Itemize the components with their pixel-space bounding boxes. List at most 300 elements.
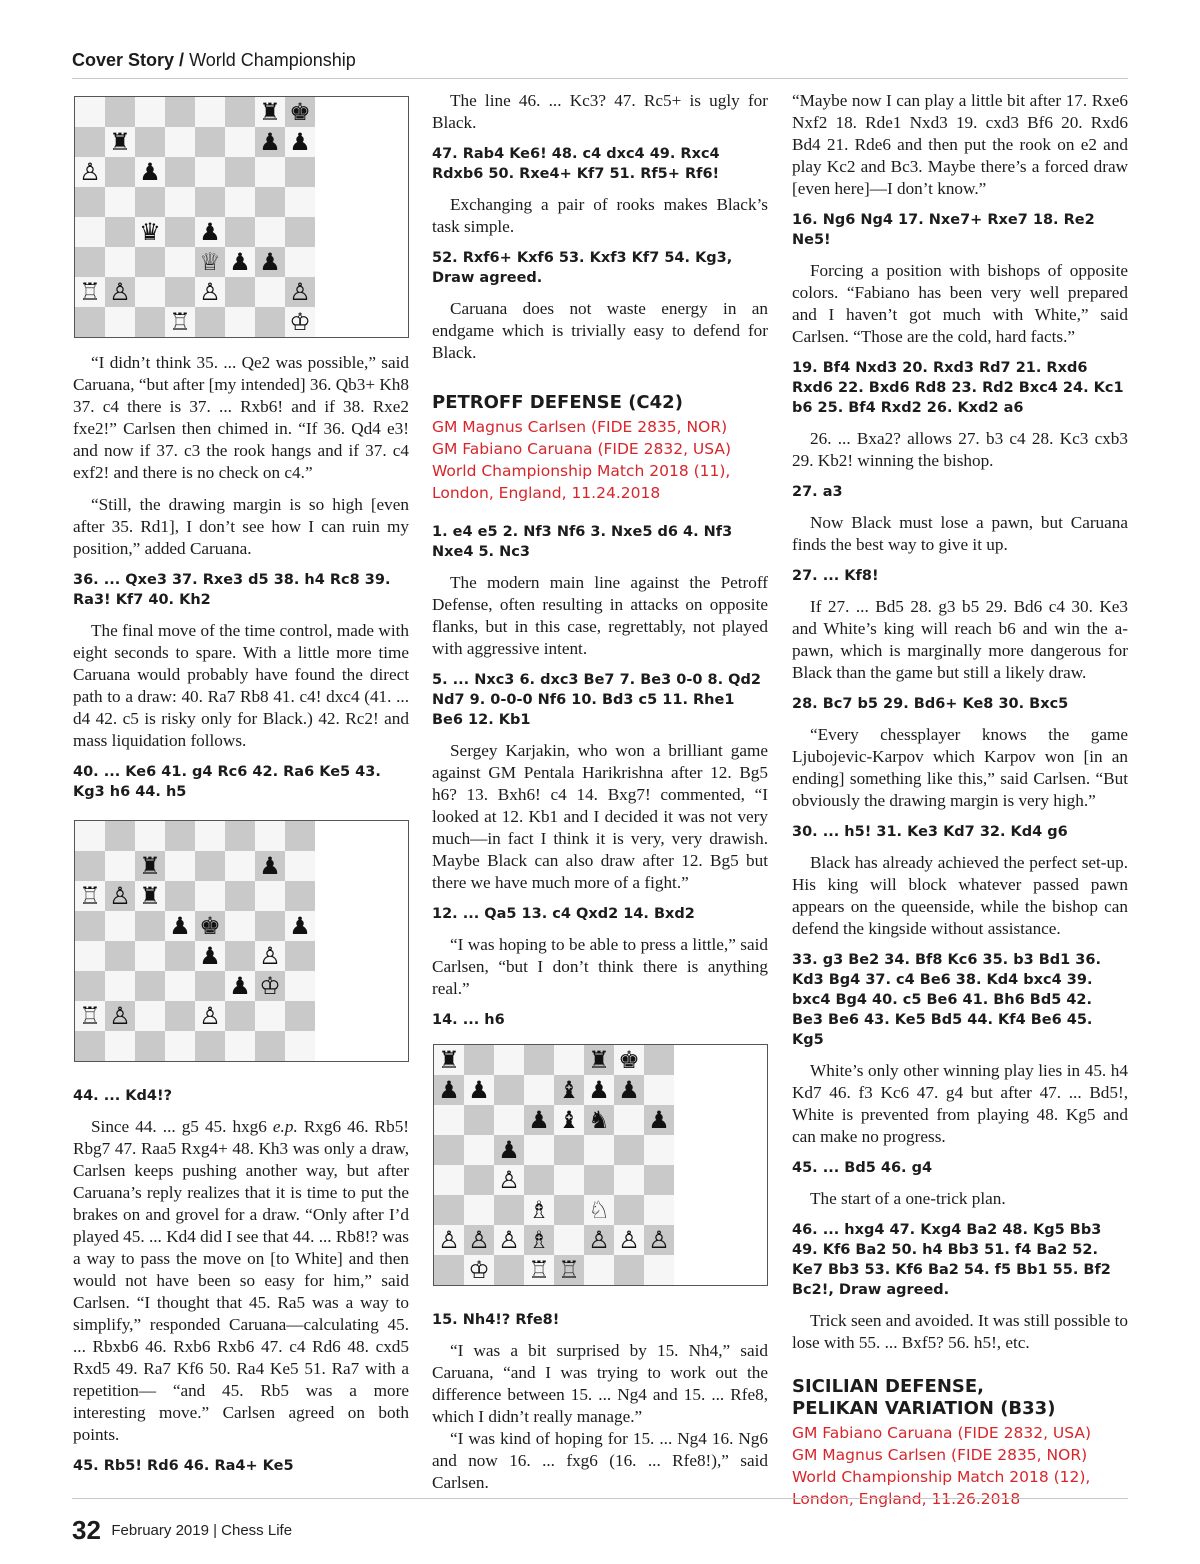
- board-square: [195, 217, 225, 247]
- white-rook-icon: ♖: [169, 308, 191, 336]
- board-square: [554, 1135, 584, 1165]
- header-topic: World Championship: [189, 50, 356, 70]
- board-square: [464, 1195, 494, 1225]
- board-square: [75, 157, 105, 187]
- black-pawn-icon: ♟: [259, 128, 281, 156]
- board-square: [554, 1165, 584, 1195]
- board-square: [285, 941, 315, 971]
- board-square: [255, 1001, 285, 1031]
- black-rook-icon: ♜: [438, 1046, 460, 1074]
- board-square: [165, 1031, 195, 1061]
- board-square: [255, 821, 285, 851]
- black-rook-icon: ♜: [109, 128, 131, 156]
- board-square: [584, 1105, 614, 1135]
- paragraph: “I was hoping to be able to press a little,” said Carlsen, “but I don’t think there is anything real.”: [432, 935, 768, 998]
- board-square: [105, 911, 135, 941]
- board-square: [614, 1135, 644, 1165]
- paragraph: “I was kind of hoping for 15. ... Ng4 16. Ng6 and now 16. ... fxg6 (16. ... Rfe8!),” said Carlsen.: [432, 1429, 768, 1492]
- white-bishop-icon: ♗: [528, 1226, 550, 1254]
- move-line: 40. ... Ke6 41. g4 Rc6 42. Ra6 Ke5 43. Kg3 h6 44. h5: [73, 764, 381, 800]
- board-square: [165, 1001, 195, 1031]
- black-pawn-icon: ♟: [588, 1076, 610, 1104]
- board-square: [464, 1225, 494, 1255]
- board-square: [285, 247, 315, 277]
- board-square: [255, 277, 285, 307]
- white-knight-icon: ♘: [588, 1196, 610, 1224]
- black-bishop-icon: ♝: [558, 1076, 580, 1104]
- board-square: [494, 1255, 524, 1285]
- running-header: [72, 50, 1128, 79]
- white-pawn-icon: ♙: [588, 1226, 610, 1254]
- board-square: [195, 1001, 225, 1031]
- board-square: [285, 1001, 315, 1031]
- board-square: [285, 821, 315, 851]
- white-king-icon: ♔: [259, 972, 281, 1000]
- board-square: [255, 971, 285, 1001]
- board-square: [165, 247, 195, 277]
- board-square: [255, 247, 285, 277]
- board-square: [225, 971, 255, 1001]
- footer-text: February 2019 | Chess Life: [111, 1522, 293, 1539]
- board-square: [225, 277, 255, 307]
- board-square: [524, 1255, 554, 1285]
- board-square: [494, 1225, 524, 1255]
- game-title-line: PELIKAN VARIATION (B33): [792, 1398, 1056, 1419]
- board-square: [75, 971, 105, 1001]
- board-square: [225, 97, 255, 127]
- board-square: [165, 971, 195, 1001]
- black-pawn-icon: ♟: [498, 1136, 520, 1164]
- white-rook-icon: ♖: [79, 1002, 101, 1030]
- board-square: [195, 941, 225, 971]
- board-square: [255, 187, 285, 217]
- paragraph: White’s only other winning play lies in 45. h4 Kd7 46. f3 Kc6 47. g4 but after 47. ... Bd5!, White is prevented from playing 48. Kg5 and can make no progress.: [792, 1061, 1128, 1146]
- board-square: [75, 881, 105, 911]
- board-square: [554, 1225, 584, 1255]
- move-line: 27. a3: [792, 484, 843, 500]
- board-square: [554, 1075, 584, 1105]
- board-square: [644, 1105, 674, 1135]
- move-line: 45. Rb5! Rd6 46. Ra4+ Ke5: [73, 1458, 294, 1474]
- game-title-line: SICILIAN DEFENSE,: [792, 1376, 984, 1397]
- white-pawn-icon: ♙: [498, 1166, 520, 1194]
- move-line: 16. Ng6 Ng4 17. Nxe7+ Rxe7 18. Re2 Ne5!: [792, 212, 1095, 248]
- board-square: [195, 881, 225, 911]
- header-section: Cover Story /: [72, 50, 185, 70]
- board-square: [75, 247, 105, 277]
- game-title: [792, 1376, 1128, 1420]
- board-square: [434, 1165, 464, 1195]
- board-square: [75, 941, 105, 971]
- board-square: [135, 187, 165, 217]
- game-header: [432, 416, 768, 504]
- move-line: 12. ... Qa5 13. c4 Qxd2 14. Bxd2: [432, 906, 695, 922]
- chess-diagram-1: [74, 96, 409, 338]
- paragraph: 26. ... Bxa2? allows 27. b3 c4 28. Kc3 cxb3 29. Kb2! winning the bishop.: [792, 429, 1128, 470]
- board-square: [105, 97, 135, 127]
- board-square: [135, 881, 165, 911]
- board-square: [614, 1045, 644, 1075]
- board-square: [464, 1075, 494, 1105]
- board-square: [255, 217, 285, 247]
- board-square: [135, 277, 165, 307]
- board-square: [644, 1255, 674, 1285]
- board-square: [75, 911, 105, 941]
- board-square: [285, 851, 315, 881]
- black-bishop-icon: ♝: [558, 1106, 580, 1134]
- board-square: [225, 187, 255, 217]
- board-square: [494, 1135, 524, 1165]
- black-rook-icon: ♜: [139, 882, 161, 910]
- black-pawn-icon: ♟: [229, 248, 251, 276]
- black-king-icon: ♚: [618, 1046, 640, 1074]
- white-pawn-icon: ♙: [289, 278, 311, 306]
- board-square: [524, 1105, 554, 1135]
- board-square: [255, 851, 285, 881]
- board-square: [195, 971, 225, 1001]
- board-square: [255, 127, 285, 157]
- board-square: [255, 911, 285, 941]
- white-rook-icon: ♖: [558, 1256, 580, 1284]
- board-square: [285, 971, 315, 1001]
- board-square: [524, 1075, 554, 1105]
- paragraph: [73, 1116, 409, 1446]
- column-1: [73, 90, 409, 1486]
- board-square: [105, 247, 135, 277]
- board-square: [644, 1045, 674, 1075]
- black-king-icon: ♚: [199, 912, 221, 940]
- white-king-icon: ♔: [468, 1256, 490, 1284]
- board-square: [135, 851, 165, 881]
- board-square: [285, 307, 315, 337]
- move-line: 1. e4 e5 2. Nf3 Nf6 3. Nxe5 d6 4. Nf3 Nxe4 5. Nc3: [432, 524, 733, 560]
- board-square: [524, 1135, 554, 1165]
- white-pawn-icon: ♙: [259, 942, 281, 970]
- board-square: [285, 911, 315, 941]
- board-square: [195, 277, 225, 307]
- board-square: [75, 127, 105, 157]
- move-line: 5. ... Nxc3 6. dxc3 Be7 7. Be3 0-0 8. Qd2 Nd7 9. 0-0-0 Nf6 10. Bd3 c5 11. Rhe1 Be6 12. Kb1: [432, 672, 761, 728]
- white-rook-icon: ♖: [528, 1256, 550, 1284]
- board-square: [644, 1075, 674, 1105]
- move-line: 27. ... Kf8!: [792, 568, 879, 584]
- white-pawn-icon: ♙: [618, 1226, 640, 1254]
- move-line: 47. Rab4 Ke6! 48. c4 dxc4 49. Rxc4 Rdxb6 50. Rxe4+ Kf7 51. Rf5+ Rf6!: [432, 146, 720, 182]
- board-square: [644, 1165, 674, 1195]
- board-square: [105, 1031, 135, 1061]
- board-square: [464, 1255, 494, 1285]
- move-line: 44. ... Kd4!?: [73, 1088, 173, 1104]
- board-square: [285, 127, 315, 157]
- board-square: [165, 127, 195, 157]
- board-square: [614, 1195, 644, 1225]
- board-square: [225, 217, 255, 247]
- black-pawn-icon: ♟: [199, 942, 221, 970]
- board-square: [165, 277, 195, 307]
- board-square: [105, 971, 135, 1001]
- white-rook-icon: ♖: [79, 278, 101, 306]
- game-header: [792, 1422, 1128, 1510]
- paragraph: The start of a one-trick plan.: [810, 1189, 1006, 1208]
- board-square: [285, 217, 315, 247]
- paragraph: Caruana does not waste energy in an endgame which is trivially easy to defend for Black.: [432, 299, 768, 362]
- board-square: [105, 851, 135, 881]
- white-bishop-icon: ♗: [528, 1196, 550, 1224]
- board-square: [524, 1225, 554, 1255]
- board-square: [135, 97, 165, 127]
- board-square: [584, 1225, 614, 1255]
- board-square: [494, 1165, 524, 1195]
- board-square: [135, 971, 165, 1001]
- board-square: [75, 307, 105, 337]
- board-square: [195, 97, 225, 127]
- paragraph: The line 46. ... Kc3? 47. Rc5+ is ugly for Black.: [432, 91, 768, 132]
- board-square: [225, 821, 255, 851]
- board-square: [614, 1255, 644, 1285]
- black-pawn-icon: ♟: [618, 1076, 640, 1104]
- board-square: [285, 157, 315, 187]
- board-square: [554, 1105, 584, 1135]
- event: World Championship Match 2018 (12),: [792, 1468, 1091, 1486]
- board-square: [494, 1195, 524, 1225]
- board-square: [195, 307, 225, 337]
- board-square: [75, 851, 105, 881]
- column-3: [792, 90, 1128, 1528]
- white-pawn-icon: ♙: [109, 278, 131, 306]
- board-square: [225, 127, 255, 157]
- board-square: [135, 911, 165, 941]
- black-rook-icon: ♜: [139, 852, 161, 880]
- white-pawn-icon: ♙: [438, 1226, 460, 1254]
- board-square: [75, 1031, 105, 1061]
- chess-diagram-2: [74, 820, 409, 1062]
- board-square: [165, 307, 195, 337]
- black-pawn-icon: ♟: [169, 912, 191, 940]
- board-square: [225, 157, 255, 187]
- board-square: [195, 821, 225, 851]
- event-place: London, England, 11.24.2018: [432, 484, 661, 502]
- white-rook-icon: ♖: [79, 882, 101, 910]
- board-square: [614, 1165, 644, 1195]
- board-square: [105, 187, 135, 217]
- board-square: [75, 277, 105, 307]
- board-square: [135, 1001, 165, 1031]
- board-square: [285, 97, 315, 127]
- board-square: [464, 1105, 494, 1135]
- paragraph: Exchanging a pair of rooks makes Black’s task simple.: [432, 195, 768, 236]
- paragraph: If 27. ... Bd5 28. g3 b5 29. Bd6 c4 30. Ke3 and White’s king will reach b6 and win the a-pawn, which is marginally more dangerous for Black than the game but still a likely draw.: [792, 597, 1128, 682]
- board-square: [105, 277, 135, 307]
- board-square: [494, 1075, 524, 1105]
- board-square: [494, 1045, 524, 1075]
- board-square: [165, 881, 195, 911]
- black-queen-icon: ♛: [139, 218, 161, 246]
- white-player: GM Fabiano Caruana (FIDE 2832, USA): [792, 1424, 1092, 1442]
- board-square: [225, 881, 255, 911]
- board-square: [554, 1045, 584, 1075]
- board-square: [165, 157, 195, 187]
- move-line: 28. Bc7 b5 29. Bd6+ Ke8 30. Bxc5: [792, 696, 1069, 712]
- board-square: [105, 217, 135, 247]
- paragraph: The modern main line against the Petroff Defense, often resulting in attacks on opposite flanks, but in this case, regrettably, not played with aggressive intent.: [432, 573, 768, 658]
- board-square: [165, 97, 195, 127]
- board-square: [195, 247, 225, 277]
- black-pawn-icon: ♟: [468, 1076, 490, 1104]
- board-square: [165, 941, 195, 971]
- black-rook-icon: ♜: [588, 1046, 610, 1074]
- board-square: [255, 881, 285, 911]
- black-king-icon: ♚: [289, 98, 311, 126]
- board-square: [524, 1045, 554, 1075]
- board-square: [614, 1105, 644, 1135]
- italic-text: e.p.: [272, 1117, 298, 1136]
- white-pawn-icon: ♙: [648, 1226, 670, 1254]
- board-square: [614, 1075, 644, 1105]
- board-square: [584, 1075, 614, 1105]
- board-square: [135, 307, 165, 337]
- board-square: [255, 157, 285, 187]
- board-square: [644, 1135, 674, 1165]
- black-player: GM Magnus Carlsen (FIDE 2835, NOR): [792, 1446, 1088, 1464]
- board-square: [225, 911, 255, 941]
- board-square: [195, 127, 225, 157]
- board-square: [225, 307, 255, 337]
- board-square: [225, 1001, 255, 1031]
- board-square: [584, 1255, 614, 1285]
- board-square: [135, 157, 165, 187]
- board-square: [614, 1225, 644, 1255]
- move-line: 36. ... Qxe3 37. Rxe3 d5 38. h4 Rc8 39. Ra3! Kf7 40. Kh2: [73, 572, 391, 608]
- board-square: [464, 1135, 494, 1165]
- event: World Championship Match 2018 (11),: [432, 462, 731, 480]
- board-square: [255, 307, 285, 337]
- board-square: [195, 851, 225, 881]
- white-pawn-icon: ♙: [109, 1002, 131, 1030]
- move-line: 45. ... Bd5 46. g4: [792, 1160, 933, 1176]
- board-square: [105, 307, 135, 337]
- board-square: [105, 821, 135, 851]
- black-pawn-icon: ♟: [229, 972, 251, 1000]
- board-square: [434, 1255, 464, 1285]
- board-square: [75, 187, 105, 217]
- move-line: 33. g3 Be2 34. Bf8 Kc6 35. b3 Bd1 36. Kd3 Bg4 37. c4 Be6 38. Kd4 bxc4 39. bxc4 Bg4 40. c5 Be6 41. Bh6 Bd5 42. Be3 Be6 43. Ke5 Bd5 44. Kf4 Be6 45. Kg5: [792, 952, 1101, 1048]
- board-square: [195, 187, 225, 217]
- game-title: PETROFF DEFENSE (C42): [432, 392, 683, 413]
- black-pawn-icon: ♟: [289, 128, 311, 156]
- board-square: [75, 217, 105, 247]
- board-square: [105, 941, 135, 971]
- board-square: [135, 941, 165, 971]
- board-square: [434, 1135, 464, 1165]
- paragraph: “I was a bit surprised by 15. Nh4,” said Caruana, “and I was trying to work out the difference between 15. ... Ng4 and 15. ... Rfe8, which I didn’t really manage.”: [432, 1341, 768, 1426]
- black-pawn-icon: ♟: [259, 852, 281, 880]
- board-square: [285, 187, 315, 217]
- black-pawn-icon: ♟: [438, 1076, 460, 1104]
- paragraph: “Maybe now I can play a little bit after 17. Rxe6 Nxf2 18. Rde1 Nxd3 19. cxd3 Bf6 20. Rxd6 Bd4 21. Rde6 and then put the rook on e2 and play Kc2 and Bc3. Maybe there’s a forced draw [even here]—I don’t know.”: [792, 91, 1128, 198]
- white-pawn-icon: ♙: [109, 882, 131, 910]
- move-line: 46. ... hxg4 47. Kxg4 Ba2 48. Kg5 Bb3 49. Kf6 Ba2 50. h4 Bb3 51. f4 Ba2 52. Ke7 Bb3 53. Kf6 Ba2 54. f5 Bb1 55. Bf2 Bc2!, Draw agreed.: [792, 1222, 1111, 1298]
- page-number: 32: [72, 1515, 101, 1545]
- board-square: [255, 1031, 285, 1061]
- white-player: GM Magnus Carlsen (FIDE 2835, NOR): [432, 418, 728, 436]
- white-pawn-icon: ♙: [468, 1226, 490, 1254]
- paragraph: “Still, the drawing margin is so high [even after 35. Rd1], I don’t see how I can ruin my position,” added Caruana.: [73, 495, 409, 558]
- board-square: [225, 247, 255, 277]
- black-pawn-icon: ♟: [139, 158, 161, 186]
- page-footer: [72, 1498, 1128, 1546]
- board-square: [75, 1001, 105, 1031]
- board-square: [135, 127, 165, 157]
- black-rook-icon: ♜: [259, 98, 281, 126]
- board-square: [135, 247, 165, 277]
- board-square: [135, 1031, 165, 1061]
- board-square: [135, 217, 165, 247]
- board-square: [644, 1225, 674, 1255]
- board-square: [285, 1031, 315, 1061]
- board-square: [464, 1045, 494, 1075]
- paragraph: Now Black must lose a pawn, but Caruana finds the best way to give it up.: [792, 513, 1128, 554]
- board-square: [584, 1135, 614, 1165]
- move-line: 14. ... h6: [432, 1012, 505, 1028]
- column-2: [432, 90, 768, 1504]
- board-square: [165, 911, 195, 941]
- board-square: [285, 277, 315, 307]
- board-square: [165, 851, 195, 881]
- text-span: Rxg6 46. Rb5! Rbg7 47. Raa5 Rxg4+ 48. Kh3 was only a draw, Carlsen keeps pushing another way, but after Caruana’s reply realizes that it is time to put the brakes on and grovel for a draw. “Only after I’d played 45. ... Kd4 did I see that 44. ... Rb8!? was a way to pass the move on [to White] and then would not have been so easy for him,” said Carlsen. “I thought that 45. Ra5 was a way to simplify,” responded Caruana—calculating 45. ... Rbxb6 46. Rxb6 Rxb6 47. c4 Rd6 48. cxd5 Rxd5 49. Ra7 Kf6 50. Ra4 Ke5 51. Ra7 with a repetition— “and 45. Rb5 was a more interesting move.” Carlsen agreed on both points.: [73, 1117, 410, 1444]
- black-pawn-icon: ♟: [528, 1106, 550, 1134]
- white-pawn-icon: ♙: [199, 1002, 221, 1030]
- board-square: [434, 1105, 464, 1135]
- move-line: 30. ... h5! 31. Ke3 Kd7 32. Kd4 g6: [792, 824, 1068, 840]
- board-square: [584, 1165, 614, 1195]
- board-square: [554, 1195, 584, 1225]
- paragraph: Forcing a position with bishops of opposite colors. “Fabiano has been very well prepared and I haven’t got much with White,” said Carlsen. “Those are the cold, hard facts.”: [792, 261, 1128, 346]
- paragraph: “I didn’t think 35. ... Qe2 was possible,” said Caruana, “but after [my intended] 36. Qb3+ Kh8 37. c4 there is 37. ... Rxb6! and if 38. Rxe2 fxe2!” Carlsen then chimed in. “If 36. Qd4 e3! and now if 37. c3 the rook hangs and if 37. c4 exf2! and there is no check on c4.”: [73, 353, 409, 482]
- board-square: [584, 1195, 614, 1225]
- board-square: [105, 157, 135, 187]
- black-knight-icon: ♞: [588, 1106, 610, 1134]
- board-square: [434, 1195, 464, 1225]
- board-square: [105, 881, 135, 911]
- move-line: 19. Bf4 Nxd3 20. Rxd3 Rd7 21. Rxd6 Rxd6 22. Bxd6 Rd8 23. Rd2 Bxc4 24. Kc1 b6 25. Bf4 Rxd2 26. Kxd2 a6: [792, 360, 1124, 416]
- paragraph: “Every chessplayer knows the game Ljubojevic-Karpov which Karpov won [in an ending] something like this,” said Carlsen. “But obviously the drawing margin is very high.”: [792, 725, 1128, 810]
- board-square: [255, 941, 285, 971]
- paragraph: Trick seen and avoided. It was still possible to lose with 55. ... Bxf5? 56. h5!, etc.: [792, 1311, 1128, 1352]
- board-square: [255, 97, 285, 127]
- board-square: [494, 1105, 524, 1135]
- board-square: [195, 1031, 225, 1061]
- board-square: [75, 97, 105, 127]
- board-square: [524, 1165, 554, 1195]
- board-square: [165, 821, 195, 851]
- board-square: [434, 1075, 464, 1105]
- board-square: [195, 157, 225, 187]
- board-square: [225, 941, 255, 971]
- board-square: [584, 1045, 614, 1075]
- black-pawn-icon: ♟: [289, 912, 311, 940]
- board-square: [644, 1195, 674, 1225]
- event-place: London, England, 11.26.2018: [792, 1490, 1021, 1508]
- board-square: [524, 1195, 554, 1225]
- board-square: [285, 881, 315, 911]
- board-square: [195, 911, 225, 941]
- white-queen-icon: ♕: [199, 248, 221, 276]
- paragraph: The final move of the time control, made with eight seconds to spare. With a little more time Caruana would probably have found the direct path to a draw: 40. Ra7 Rb8 41. c4! dxc4 (41. ... d4 42. c5 is risky only for Black.) 42. Rc2! and mass liquidation follows.: [73, 621, 409, 750]
- text-span: Since 44. ... g5 45. hxg6: [91, 1117, 267, 1136]
- board-square: [165, 217, 195, 247]
- move-line: 52. Rxf6+ Kxf6 53. Kxf3 Kf7 54. Kg3, Draw agreed.: [432, 250, 733, 286]
- black-pawn-icon: ♟: [259, 248, 281, 276]
